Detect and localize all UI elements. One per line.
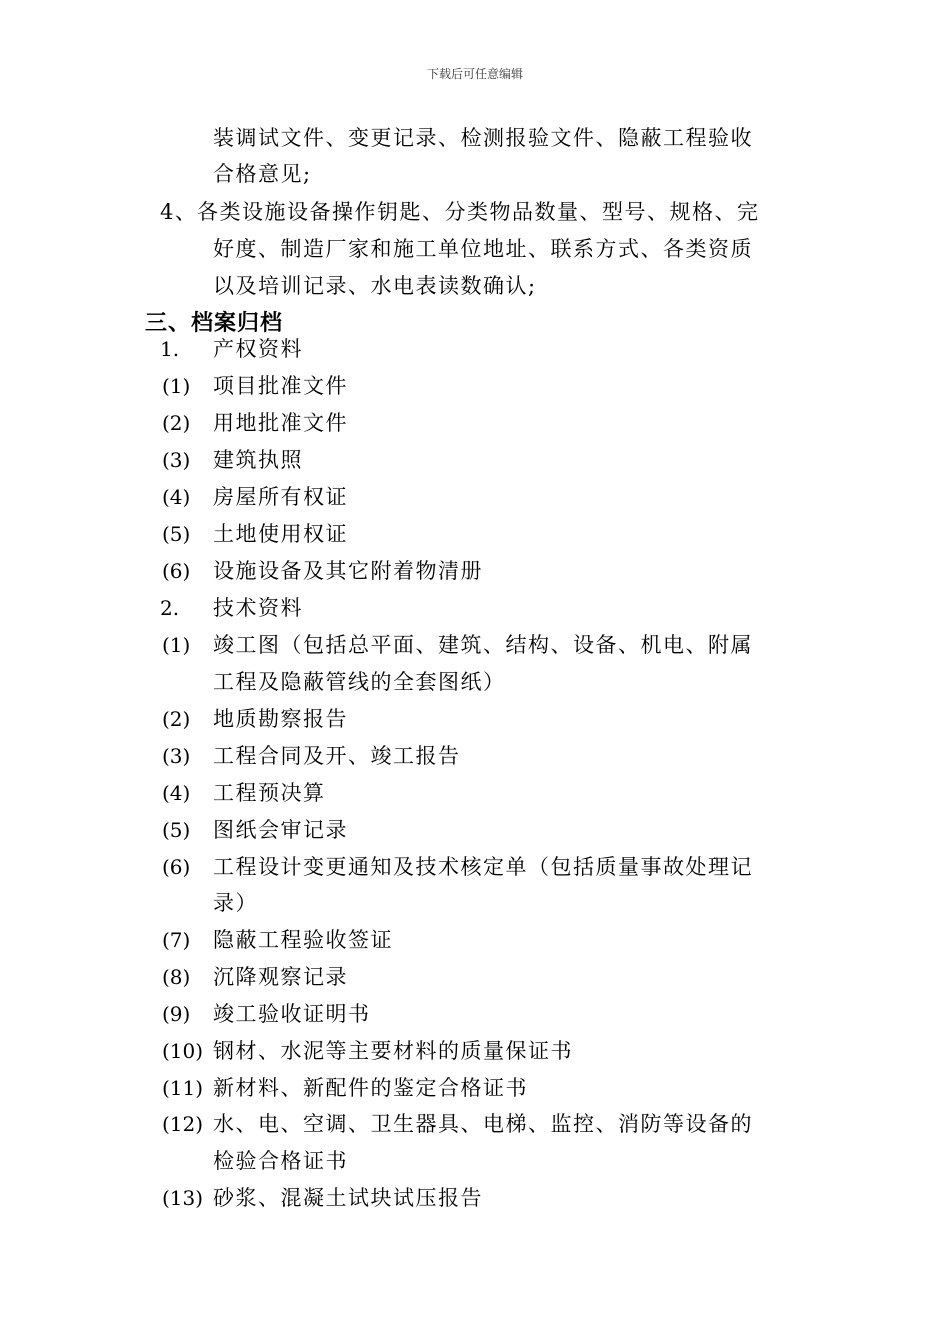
item-4-number: 4、	[160, 200, 198, 224]
list-item-number: (9)	[162, 1002, 191, 1026]
list-item-continuation: 检验合格证书	[213, 1149, 348, 1173]
list-item: 项目批准文件	[213, 374, 348, 398]
list-item: 设施设备及其它附着物清册	[213, 559, 483, 583]
list-item-number: (2)	[162, 707, 191, 731]
list-item: 水、电、空调、卫生器具、电梯、监控、消防等设备的	[213, 1112, 753, 1136]
prior-block-line-1: 装调试文件、变更记录、检测报验文件、隐蔽工程验收	[213, 126, 753, 150]
list-item-number: (2)	[162, 411, 191, 435]
list-item-number: (3)	[162, 448, 191, 472]
list-item: 竣工验收证明书	[213, 1002, 371, 1026]
group-2-number: 2.	[160, 596, 180, 620]
list-item: 沉降观察记录	[213, 965, 348, 989]
list-item: 钢材、水泥等主要材料的质量保证书	[213, 1039, 573, 1063]
list-item: 砂浆、混凝土试块试压报告	[213, 1186, 483, 1210]
list-item: 房屋所有权证	[213, 485, 348, 509]
list-item: 图纸会审记录	[213, 818, 348, 842]
list-item-number: (5)	[162, 818, 191, 842]
list-item-number: (5)	[162, 522, 191, 546]
list-item-number: (7)	[162, 928, 191, 952]
list-item-number: (3)	[162, 744, 191, 768]
list-item: 工程设计变更通知及技术核定单（包括质量事故处理记	[213, 855, 753, 879]
list-item-number: (1)	[162, 633, 191, 657]
list-item: 工程预决算	[213, 781, 326, 805]
group-2-label: 技术资料	[213, 596, 303, 620]
list-item-number: (1)	[162, 374, 191, 398]
list-item-number: (11)	[162, 1076, 204, 1100]
section-3-title: 三、档案归档	[145, 310, 284, 336]
list-item-number: (12)	[162, 1112, 204, 1136]
item-4-line-2: 好度、制造厂家和施工单位地址、联系方式、各类资质	[213, 237, 753, 261]
list-item-number: (8)	[162, 965, 191, 989]
item-4-line-3: 以及培训记录、水电表读数确认;	[213, 274, 537, 298]
list-item-number: (4)	[162, 781, 191, 805]
prior-block-line-2: 合格意见;	[213, 162, 312, 186]
list-item: 建筑执照	[213, 448, 303, 472]
list-item: 土地使用权证	[213, 522, 348, 546]
list-item-number: (13)	[162, 1186, 204, 1210]
list-item-continuation: 工程及隐蔽管线的全套图纸）	[213, 670, 506, 694]
list-item-number: (6)	[162, 855, 191, 879]
list-item-number: (10)	[162, 1039, 204, 1063]
group-1-number: 1.	[160, 337, 180, 361]
list-item: 竣工图（包括总平面、建筑、结构、设备、机电、附属	[213, 633, 753, 657]
list-item: 隐蔽工程验收签证	[213, 928, 393, 952]
list-item-continuation: 录）	[213, 891, 258, 915]
item-4-line-1: 各类设施设备操作钥匙、分类物品数量、型号、规格、完	[197, 200, 760, 224]
list-item: 地质勘察报告	[213, 707, 348, 731]
list-item-number: (4)	[162, 485, 191, 509]
list-item: 用地批准文件	[213, 411, 348, 435]
list-item-number: (6)	[162, 559, 191, 583]
page-header: 下载后可任意编辑	[426, 67, 523, 81]
group-1-label: 产权资料	[213, 337, 303, 361]
list-item: 新材料、新配件的鉴定合格证书	[213, 1076, 528, 1100]
list-item: 工程合同及开、竣工报告	[213, 744, 461, 768]
